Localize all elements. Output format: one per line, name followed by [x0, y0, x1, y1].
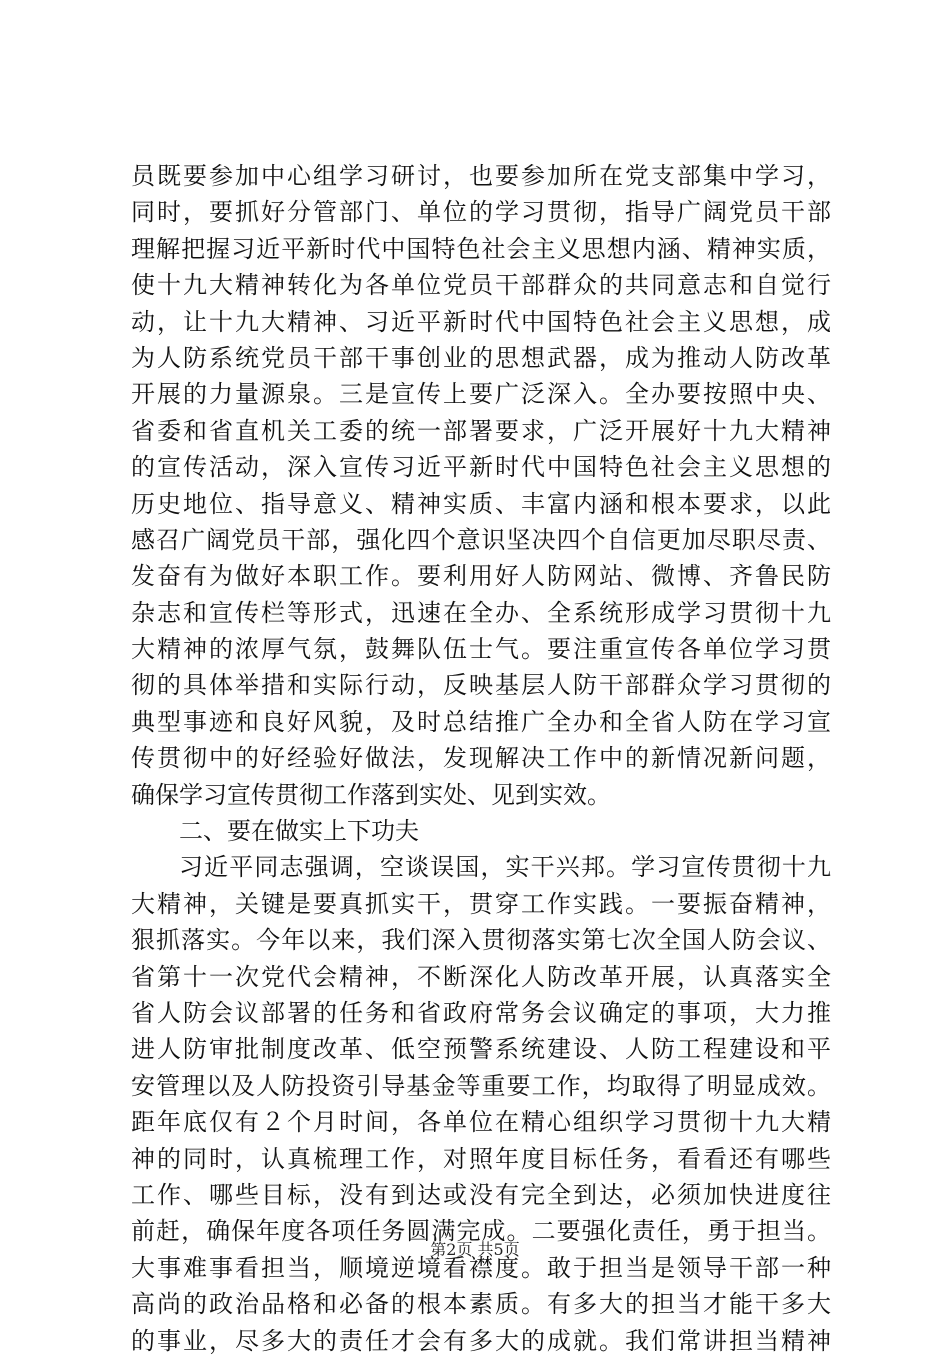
- text-line: 狠抓落实。今年以来，我们深入贯彻落实第七次全国人防会议、: [131, 926, 831, 955]
- text-line: 的宣传活动，深入宣传习近平新时代中国特色社会主义思想的: [131, 453, 831, 482]
- section-heading: 二、要在做实上下功夫: [179, 817, 419, 846]
- text-line: 同时，要抓好分管部门、单位的学习贯彻，指导广阔党员干部: [131, 198, 831, 227]
- text-line: 发奋有为做好本职工作。要利用好人防网站、微博、齐鲁民防: [131, 562, 831, 591]
- text-line: 大精神的浓厚气氛，鼓舞队伍士气。要注重宣传各单位学习贯: [131, 635, 831, 664]
- text-line: 神的同时，认真梳理工作，对照年度目标任务，看看还有哪些: [131, 1144, 831, 1173]
- document-body: [131, 158, 831, 1359]
- text-line: 大事难事看担当，顺境逆境看襟度。敢于担当是领导干部一种: [131, 1253, 831, 1282]
- text-line: 理解把握习近平新时代中国特色社会主义思想内涵、精神实质，: [131, 234, 831, 263]
- text-line: 省第十一次党代会精神，不断深化人防改革开展，认真落实全: [131, 962, 831, 991]
- text-line: 典型事迹和良好风貌，及时总结推广全办和全省人防在学习宣: [131, 707, 831, 736]
- text-line: 高尚的政治品格和必备的根本素质。有多大的担当才能干多大: [131, 1290, 831, 1319]
- text-line: 距年底仅有２个月时间，各单位在精心组织学习贯彻十九大精: [131, 1108, 831, 1137]
- text-line: 使十九大精神转化为各单位党员干部群众的共同意志和自觉行: [131, 271, 831, 300]
- text-line: 历史地位、指导意义、精神实质、丰富内涵和根本要求，以此: [131, 489, 831, 518]
- text-line: 彻的具体举措和实际行动，反映基层人防干部群众学习贯彻的: [131, 671, 831, 700]
- text-line: 进人防审批制度改革、低空预警系统建设、人防工程建设和平: [131, 1035, 831, 1064]
- text-line: 大精神，关键是要真抓实干，贯穿工作实践。一要振奋精神，: [131, 889, 831, 918]
- text-line: 传贯彻中的好经验好做法，发现解决工作中的新情况新问题，: [131, 744, 831, 773]
- text-line: 的事业，尽多大的责任才会有多大的成就。我们常讲担当精神: [131, 1326, 831, 1355]
- text-line: 前赶，确保年度各项任务圆满完成。二要强化责任，勇于担当。: [131, 1217, 831, 1246]
- page-footer: 第2页 共5页: [430, 1240, 520, 1259]
- text-line: 确保学习宣传贯彻工作落到实处、见到实效。: [131, 780, 611, 809]
- text-line: 员既要参加中心组学习研讨，也要参加所在党支部集中学习，: [131, 162, 831, 190]
- text-line: 习近平同志强调，空谈误国，实干兴邦。学习宣传贯彻十九: [179, 853, 831, 882]
- text-line: 省人防会议部署的任务和省政府常务会议确定的事项，大力推: [131, 998, 831, 1027]
- text-line: 工作、哪些目标，没有到达或没有完全到达，必须加快进度往: [131, 1180, 831, 1209]
- text-line: 为人防系统党员干部干事创业的思想武器，成为推动人防改革: [131, 343, 831, 372]
- text-line: 开展的力量源泉。三是宣传上要广泛深入。全办要按照中央、: [131, 380, 831, 409]
- text-line: 省委和省直机关工委的统一部署要求，广泛开展好十九大精神: [131, 416, 831, 445]
- text-line: 感召广阔党员干部，强化四个意识坚决四个自信更加尽职尽责、: [131, 525, 831, 554]
- text-line: 杂志和宣传栏等形式，迅速在全办、全系统形成学习贯彻十九: [131, 598, 831, 627]
- text-line: 安管理以及人防投资引导基金等重要工作，均取得了明显成效。: [131, 1071, 831, 1100]
- text-line: 动，让十九大精神、习近平新时代中国特色社会主义思想，成: [131, 307, 831, 336]
